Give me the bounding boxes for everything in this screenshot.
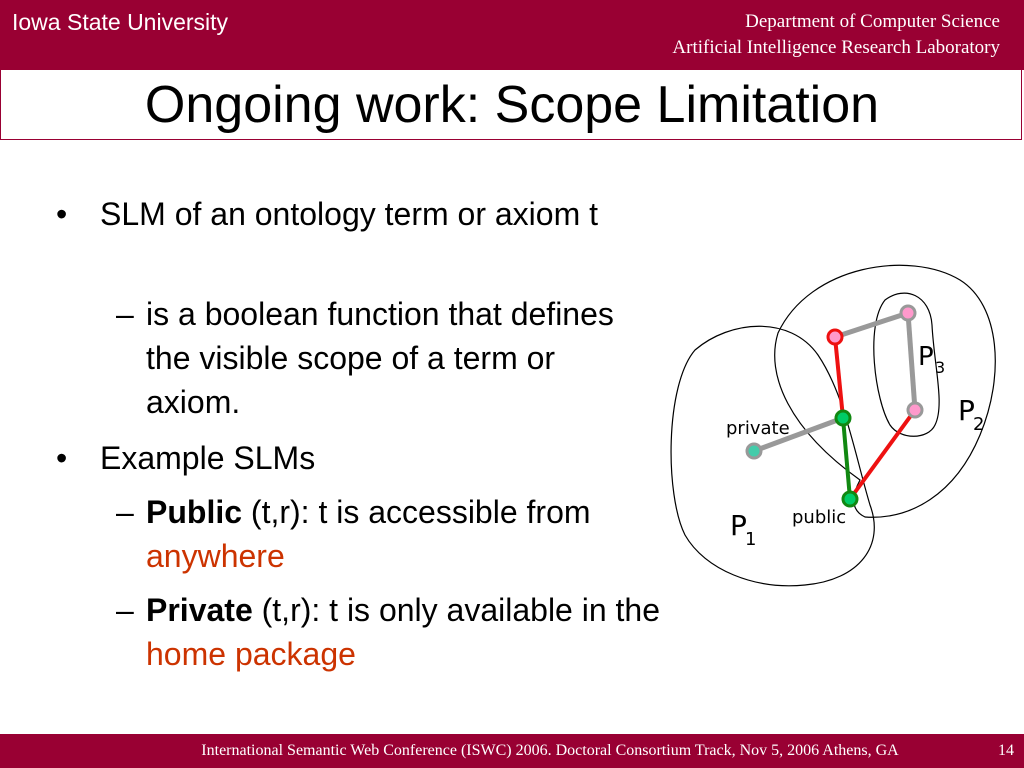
public-keyword: Public (146, 494, 243, 530)
package-p2-outline (775, 265, 996, 517)
bullet-text-slm: SLM of an ontology term or axiom t (100, 196, 598, 232)
package-p3-label: P (918, 342, 934, 372)
sub-bullet-text-private (146, 588, 676, 676)
bullet-mark: • (56, 440, 68, 476)
edge-gray (835, 313, 908, 337)
bullet-list (0, 150, 680, 730)
university-name: Iowa State University (12, 9, 229, 35)
node-red-outline (828, 330, 842, 344)
lab-name: Artificial Intelligence Research Laboratory (672, 37, 1000, 58)
public-description: (t,r): t is accessible from (242, 494, 591, 530)
private-keyword: Private (146, 592, 253, 628)
slide-title: Ongoing work: Scope Limitation (144, 76, 880, 134)
node-pink (908, 403, 922, 417)
bullet-text-examples: Example SLMs (100, 440, 316, 476)
edge-red (835, 337, 843, 418)
private-label: private (726, 418, 790, 439)
sub-bullet-text-public (146, 490, 676, 578)
package-p1-outline (671, 326, 874, 586)
title-box (0, 70, 1022, 140)
node-pink (901, 306, 915, 320)
page-number: 14 (998, 742, 1014, 759)
public-scope-highlight: anywhere (146, 538, 285, 574)
footer-bar (0, 734, 1024, 768)
private-description: (t,r): t is only available in the (252, 592, 661, 628)
package-p3-subscript: 3 (935, 358, 946, 377)
header-bar (0, 0, 1024, 70)
department-info (580, 9, 1000, 61)
node-green (836, 411, 850, 425)
dash-mark: – (116, 592, 134, 628)
dash-mark: – (116, 494, 134, 530)
private-scope-highlight: home package (146, 636, 356, 672)
package-p1-subscript: 1 (745, 529, 757, 550)
sub-bullet-text-boolean: is a boolean function that defines the visible scope of a term or axiom. (146, 296, 614, 420)
package-p1-label: P (730, 509, 747, 542)
package-p2-subscript: 2 (973, 414, 985, 435)
package-scope-diagram (660, 255, 1024, 600)
edge-gray (908, 313, 915, 410)
package-p2-label: P (958, 394, 975, 427)
edge-red (850, 410, 915, 499)
public-label: public (792, 507, 847, 528)
department-name: Department of Computer Science (745, 11, 1000, 32)
node-teal (747, 444, 761, 458)
bullet-mark: • (56, 196, 68, 232)
dash-mark: – (116, 296, 134, 332)
footer-text: International Semantic Web Conference (ISWC) 2006. Doctoral Consortium Track, Nov 5, 2006 Athens, GA (201, 742, 899, 759)
node-green (843, 492, 857, 506)
